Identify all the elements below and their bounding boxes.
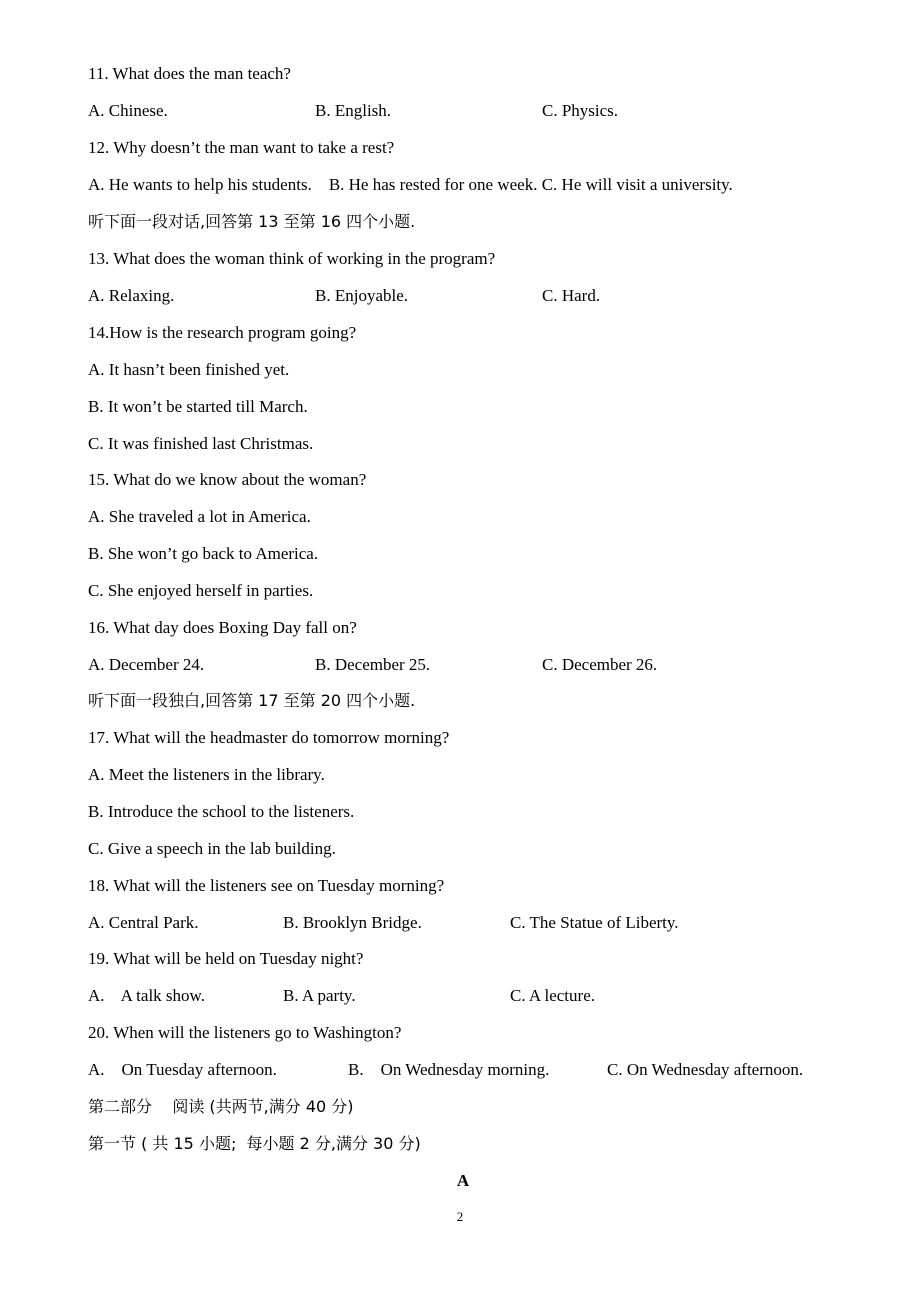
option-c: C. A lecture.: [510, 986, 595, 1005]
option-b: B. It won’t be started till March.: [88, 397, 308, 416]
option-c: C. On Wednesday afternoon.: [607, 1060, 804, 1079]
option-b: B. On Wednesday morning.: [348, 1060, 550, 1079]
question-14: 14.How is the research program going?: [88, 323, 357, 342]
option-c: C. It was finished last Christmas.: [88, 434, 314, 453]
option-c: C. She enjoyed herself in parties.: [88, 581, 314, 600]
instruction-17-20: 听下面一段独白,回答第 17 至第 20 四个小题.: [88, 691, 416, 710]
question-17: 17. What will the headmaster do tomorrow morning?: [88, 728, 450, 747]
option-b: B. Enjoyable.: [315, 286, 409, 305]
passage-heading: A: [456, 1171, 470, 1190]
question-19: 19. What will be held on Tuesday night?: [88, 949, 364, 968]
question-12: 12. Why doesn’t the man want to take a rest?: [88, 138, 395, 157]
section-one-heading: 第一节 ( 共 15 小题; 每小题 2 分,满分 30 分): [88, 1134, 421, 1153]
part-two-heading: 第二部分 阅读 (共两节,满分 40 分): [88, 1097, 354, 1116]
instruction-13-16: 听下面一段对话,回答第 13 至第 16 四个小题.: [88, 212, 416, 231]
option-c: C. Hard.: [542, 286, 601, 305]
option-c: C. Give a speech in the lab building.: [88, 839, 336, 858]
option-a: A. December 24.: [88, 655, 205, 674]
option-b: B. Brooklyn Bridge.: [283, 913, 422, 932]
option-a: A. Chinese.: [88, 101, 168, 120]
option-c: C. December 26.: [542, 655, 658, 674]
options-q12: A. He wants to help his students. B. He has rested for one week. C. He will visit a university.: [88, 175, 733, 194]
option-b: B. December 25.: [315, 655, 431, 674]
question-15: 15. What do we know about the woman?: [88, 470, 367, 489]
option-a: A. A talk show.: [88, 986, 205, 1005]
option-a: A. Relaxing.: [88, 286, 175, 305]
option-a: A. It hasn’t been finished yet.: [88, 360, 290, 379]
option-a: A. Meet the listeners in the library.: [88, 765, 325, 784]
option-b: B. A party.: [283, 986, 356, 1005]
question-20: 20. When will the listeners go to Washington?: [88, 1023, 402, 1042]
question-11: 11. What does the man teach?: [88, 64, 291, 83]
option-b: B. She won’t go back to America.: [88, 544, 319, 563]
option-a: A. Central Park.: [88, 913, 199, 932]
question-18: 18. What will the listeners see on Tuesday morning?: [88, 876, 445, 895]
option-a: A. On Tuesday afternoon.: [88, 1060, 277, 1079]
page-number: 2: [456, 1209, 464, 1224]
option-c: C. Physics.: [542, 101, 619, 120]
option-b: B. English.: [315, 101, 392, 120]
option-b: B. Introduce the school to the listeners.: [88, 802, 355, 821]
question-16: 16. What day does Boxing Day fall on?: [88, 618, 357, 637]
option-a: A. She traveled a lot in America.: [88, 507, 311, 526]
question-13: 13. What does the woman think of working in the program?: [88, 249, 496, 268]
option-c: C. The Statue of Liberty.: [510, 913, 679, 932]
